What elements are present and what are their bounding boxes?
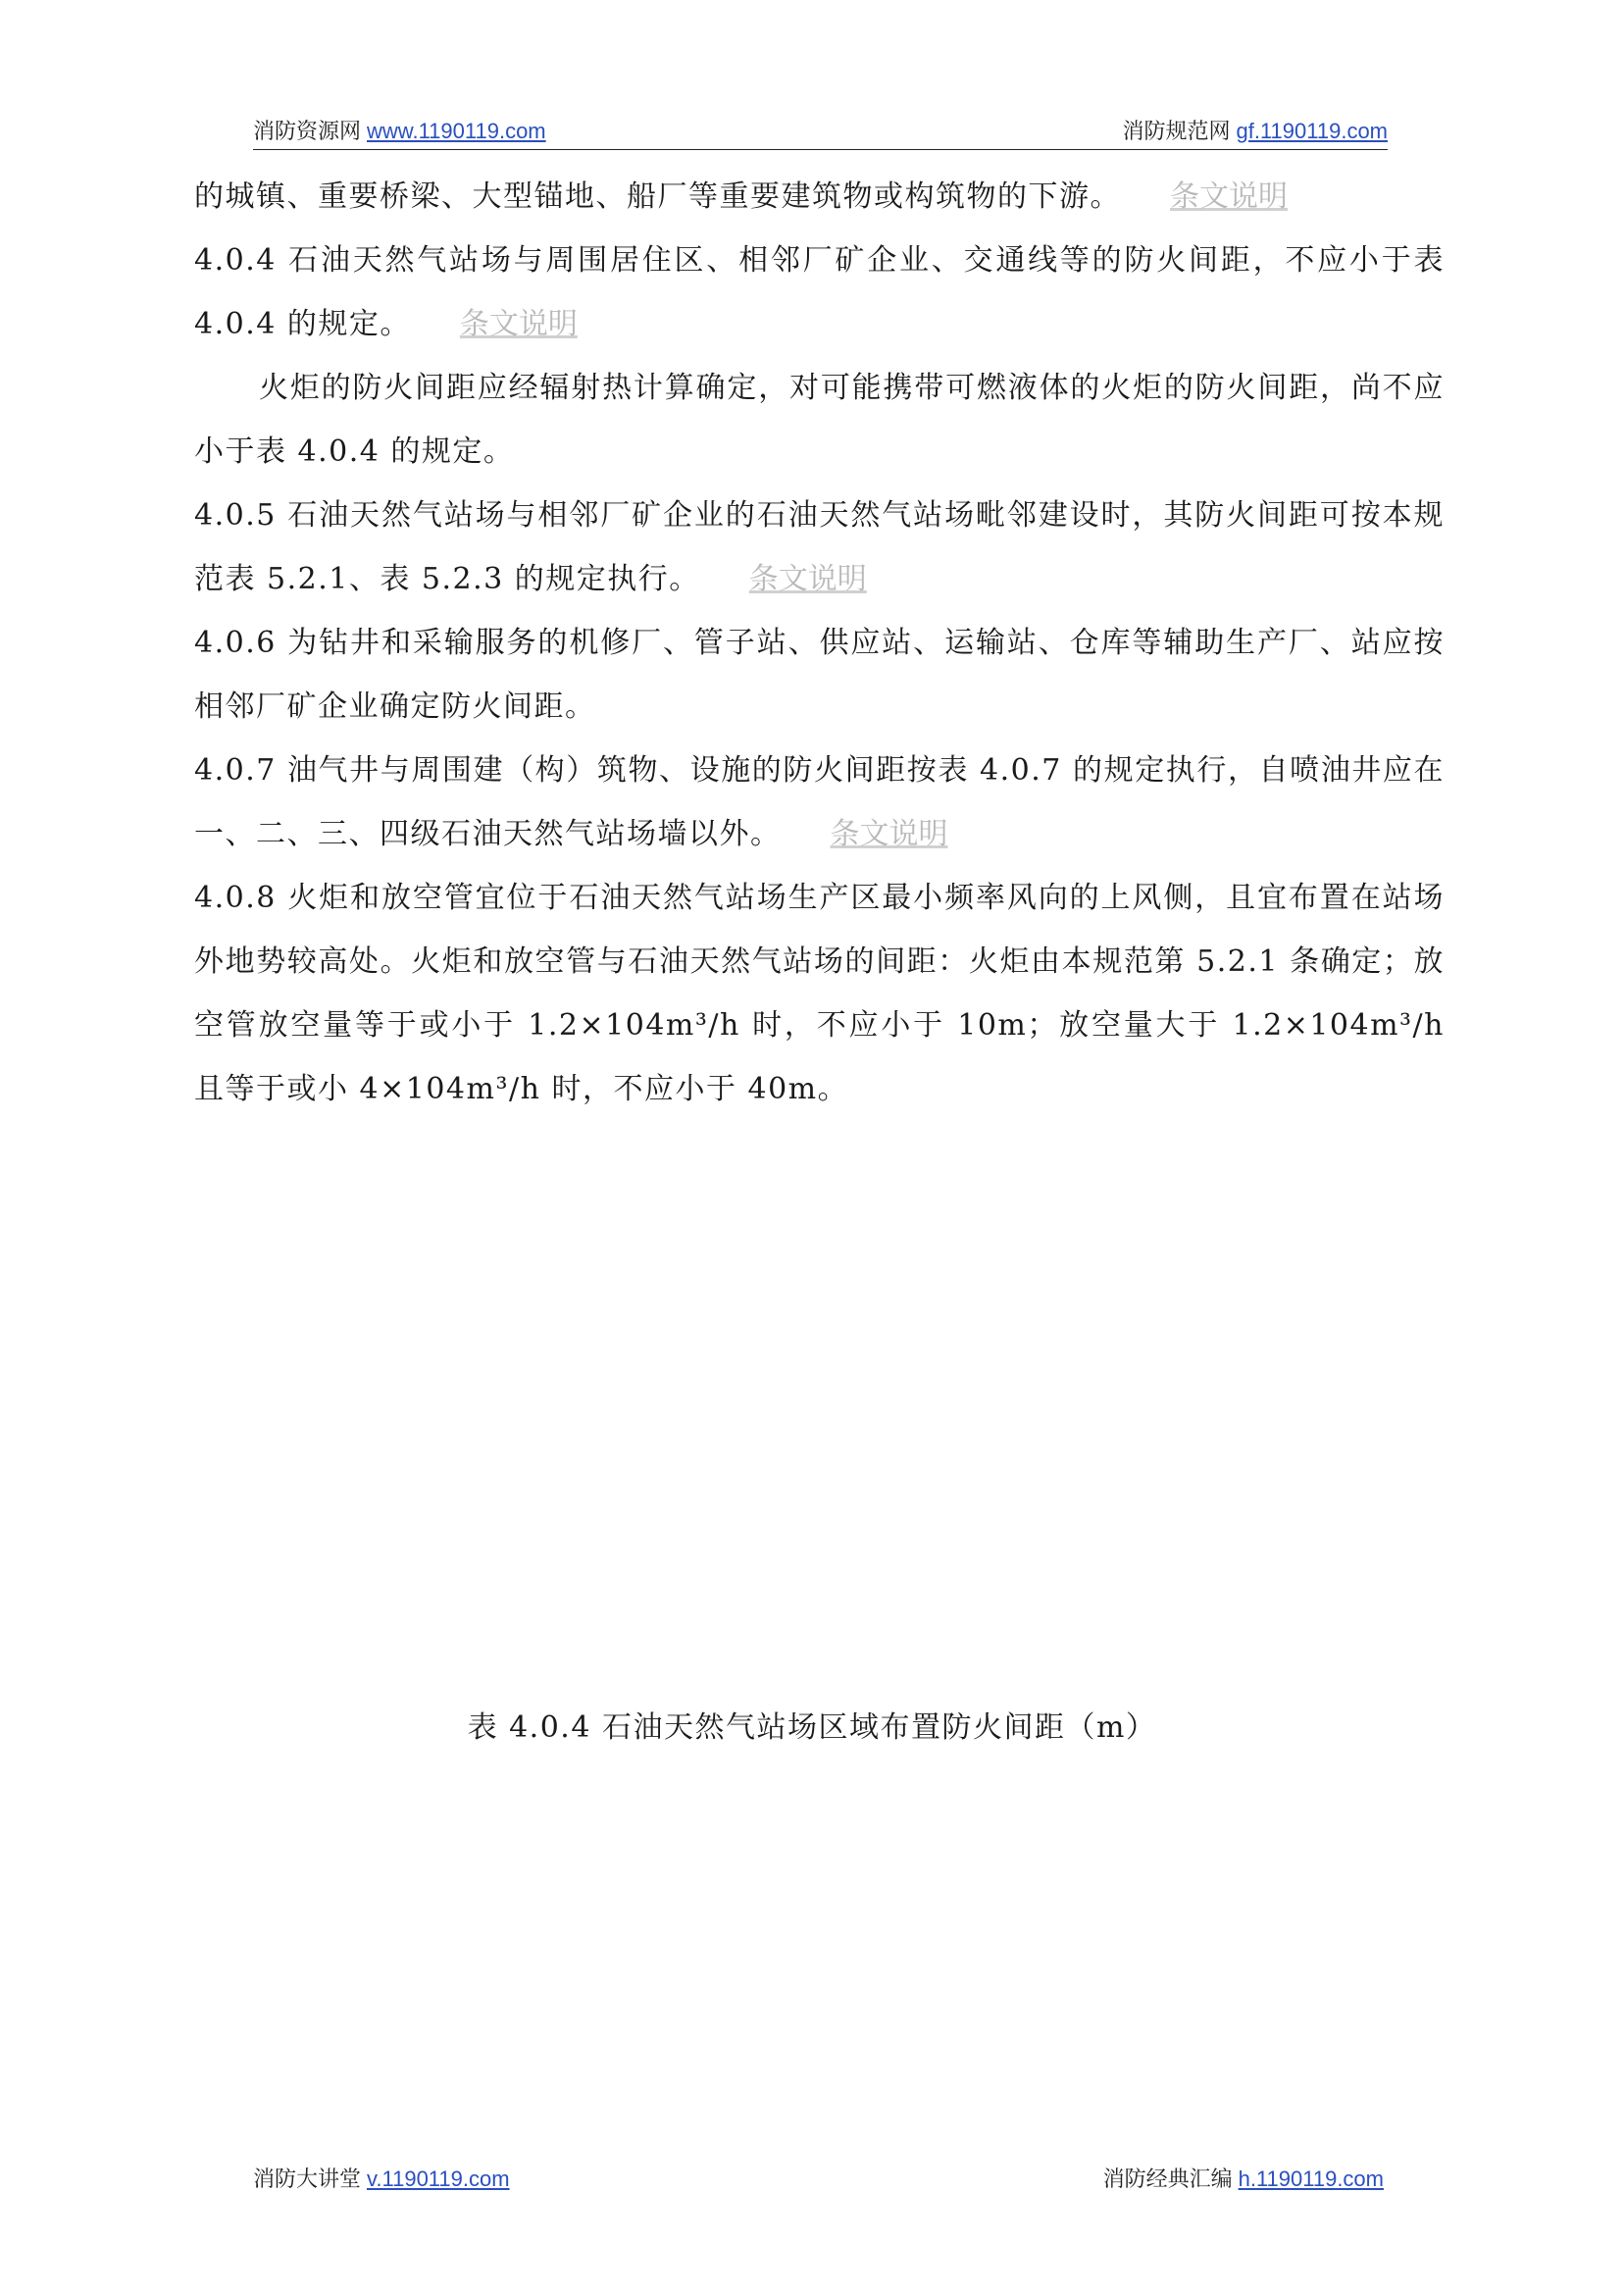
document-body bbox=[194, 165, 1445, 1121]
table-caption: 表 4.0.4 石油天然气站场区域布置防火间距（m） bbox=[467, 1710, 1157, 1745]
header-right-link[interactable]: gf.1190119.com bbox=[1236, 119, 1388, 143]
footer-left bbox=[253, 2164, 510, 2196]
clause-4-0-5 bbox=[194, 484, 1445, 611]
header-right-site: 消防规范网 bbox=[1122, 120, 1231, 144]
footer-right-site: 消防经典汇编 bbox=[1102, 2167, 1233, 2192]
page-footer bbox=[253, 2164, 1384, 2197]
header-right bbox=[1122, 116, 1388, 148]
clause-4-0-7 bbox=[194, 739, 1445, 866]
paragraph-text: 4.0.4 石油天然气站场与周围居住区、相邻厂矿企业、交通线等的防火间距，不应小于表 4.0.4 的规定。 bbox=[194, 243, 1445, 341]
flare-paragraph bbox=[194, 356, 1445, 484]
header-left-link[interactable]: www.1190119.com bbox=[367, 119, 546, 143]
clause-4-0-8 bbox=[194, 866, 1445, 1121]
paragraph-text: 的城镇、重要桥梁、大型锚地、船厂等重要建筑物或构筑物的下游。 bbox=[194, 179, 1121, 214]
explanation-link[interactable]: 条文说明 bbox=[830, 817, 948, 851]
clause-4-0-6 bbox=[194, 611, 1445, 739]
footer-left-link[interactable]: v.1190119.com bbox=[367, 2167, 510, 2191]
explanation-link[interactable]: 条文说明 bbox=[748, 562, 867, 596]
footer-left-site: 消防大讲堂 bbox=[253, 2167, 362, 2192]
paragraph-text: 4.0.7 油气井与周围建（构）筑物、设施的防火间距按表 4.0.7 的规定执行，自喷油井应在一、二、三、四级石油天然气站场墙以外。 bbox=[194, 753, 1445, 851]
paragraph-text: 火炬的防火间距应经辐射热计算确定，对可能携带可燃液体的火炬的防火间距，尚不应小于表 4.0.4 的规定。 bbox=[194, 371, 1445, 469]
page-header bbox=[253, 116, 1388, 150]
footer-right-link[interactable]: h.1190119.com bbox=[1238, 2167, 1384, 2191]
explanation-link[interactable]: 条文说明 bbox=[459, 307, 578, 341]
paragraph-continuation bbox=[194, 165, 1445, 229]
paragraph-text: 4.0.8 火炬和放空管宜位于石油天然气站场生产区最小频率风向的上风侧，且宜布置在站场外地势较高处。火炬和放空管与石油天然气站场的间距：火炬由本规范第 5.2.1 条确定；放空管放空量等于或小于 1.2×104m³/h 时，不应小于 10m；放空量大于 1.2×104m³/h 且等于或小 4×104m³/h 时，不应小于 40m。 bbox=[194, 881, 1445, 1106]
paragraph-text: 4.0.5 石油天然气站场与相邻厂矿企业的石油天然气站场毗邻建设时，其防火间距可按本规范表 5.2.1、表 5.2.3 的规定执行。 bbox=[194, 498, 1445, 596]
explanation-link[interactable]: 条文说明 bbox=[1170, 179, 1288, 214]
header-left bbox=[253, 116, 546, 148]
paragraph-text: 4.0.6 为钻井和采输服务的机修厂、管子站、供应站、运输站、仓库等辅助生产厂、站应按相邻厂矿企业确定防火间距。 bbox=[194, 626, 1445, 724]
clause-4-0-4 bbox=[194, 229, 1445, 356]
footer-right bbox=[1103, 2164, 1384, 2196]
header-left-site: 消防资源网 bbox=[253, 120, 362, 144]
